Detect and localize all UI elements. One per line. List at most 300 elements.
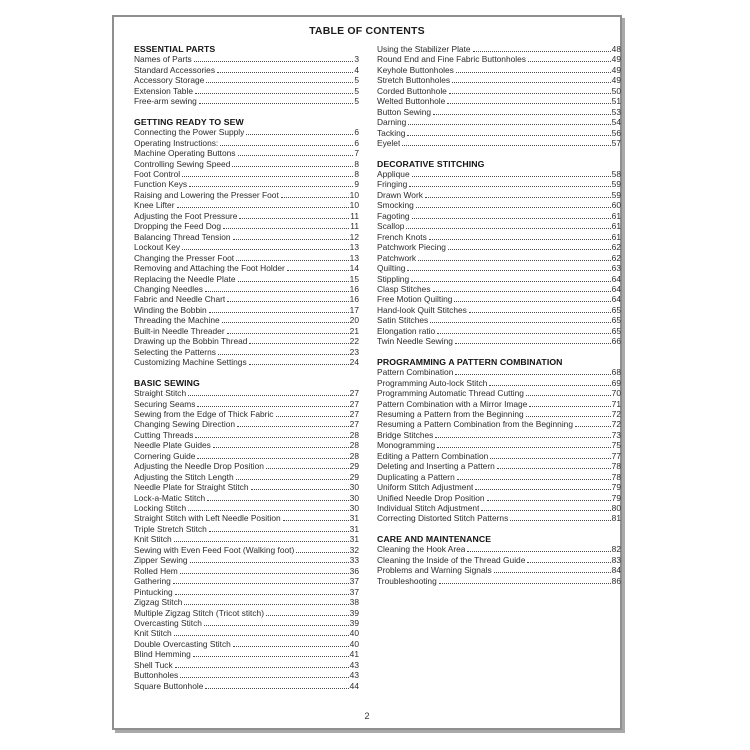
toc-entry xyxy=(377,336,621,346)
toc-entry-page: 63 xyxy=(611,263,621,274)
toc-entry-label: Machine Operating Buttons xyxy=(134,148,236,159)
dotted-leader xyxy=(276,416,349,417)
section-heading: ESSENTIAL PARTS xyxy=(134,44,216,54)
toc-entry xyxy=(377,44,621,54)
toc-entry-label: Individual Stitch Adjustment xyxy=(377,503,480,514)
toc-entry-page: 30 xyxy=(349,482,359,493)
toc-entry-page: 65 xyxy=(611,325,621,336)
toc-entry-page: 75 xyxy=(611,440,621,451)
toc-column-left xyxy=(134,44,359,701)
toc-entry-label: Removing and Attaching the Foot Holder xyxy=(134,263,285,274)
toc-entry-page: 71 xyxy=(611,398,621,409)
toc-entry xyxy=(134,200,359,210)
toc-entry-page: 24 xyxy=(349,357,359,368)
toc-entry xyxy=(134,649,359,659)
toc-entry-page: 56 xyxy=(611,127,621,138)
dotted-leader xyxy=(409,186,610,187)
dotted-leader xyxy=(223,228,349,229)
dotted-leader xyxy=(197,458,348,459)
toc-entry-page: 17 xyxy=(349,304,359,315)
dotted-leader xyxy=(190,562,349,563)
dotted-leader xyxy=(296,552,348,553)
toc-entry xyxy=(377,284,621,294)
toc-entry xyxy=(377,565,621,575)
toc-entry-page: 29 xyxy=(349,461,359,472)
toc-entry xyxy=(377,326,621,336)
toc-entry xyxy=(134,232,359,242)
toc-entry xyxy=(377,200,621,210)
toc-entry xyxy=(134,608,359,618)
toc-section xyxy=(134,117,359,368)
toc-entry xyxy=(377,378,621,388)
dotted-leader xyxy=(222,322,349,323)
toc-entry xyxy=(134,284,359,294)
toc-entry xyxy=(377,190,621,200)
toc-entry-label: Programming Automatic Thread Cutting xyxy=(377,388,524,399)
toc-entry-page: 39 xyxy=(349,618,359,629)
dotted-leader xyxy=(220,145,353,146)
toc-entry-label: Pattern Combination xyxy=(377,367,454,378)
toc-entry-page: 10 xyxy=(349,189,359,200)
toc-entry-label: Bridge Stitches xyxy=(377,429,434,440)
toc-entry-label: Monogramming xyxy=(377,440,436,451)
toc-entry-page: 21 xyxy=(349,325,359,336)
toc-entry-page: 49 xyxy=(611,54,621,65)
toc-entry xyxy=(134,263,359,273)
toc-entry-page: 28 xyxy=(349,440,359,451)
toc-entry xyxy=(377,274,621,284)
section-heading: PROGRAMMING A PATTERN COMBINATION xyxy=(377,356,563,367)
dotted-leader xyxy=(411,281,611,282)
toc-entry-page: 65 xyxy=(611,315,621,326)
toc-entry-label: Standard Accessories xyxy=(134,64,216,75)
dotted-leader xyxy=(188,510,349,511)
toc-entry-label: Foot Control xyxy=(134,168,181,179)
dotted-leader xyxy=(469,312,611,313)
toc-entry-label: Zigzag Stitch xyxy=(134,597,183,608)
toc-entry-label: Changing Needles xyxy=(134,283,203,294)
toc-entry xyxy=(377,75,621,85)
toc-entry-label: Pattern Combination with a Mirror Image xyxy=(377,398,528,409)
toc-entry-label: Drawn Work xyxy=(377,189,423,200)
toc-entry-label: Names of Parts xyxy=(134,54,192,65)
dotted-leader xyxy=(435,437,610,438)
dotted-leader xyxy=(527,562,610,563)
toc-entry-page: 31 xyxy=(349,513,359,524)
dotted-leader xyxy=(455,374,610,375)
toc-section xyxy=(134,44,359,107)
toc-entry xyxy=(377,242,621,252)
dotted-leader xyxy=(249,364,349,365)
dotted-leader xyxy=(195,437,348,438)
toc-entry-page: 81 xyxy=(611,513,621,524)
dotted-leader xyxy=(452,82,611,83)
dotted-leader xyxy=(194,61,354,62)
dotted-leader xyxy=(266,468,349,469)
dotted-leader xyxy=(195,93,353,94)
toc-entry-label: Selecting the Patterns xyxy=(134,346,216,357)
toc-entry-label: Straight Stitch with Left Needle Position xyxy=(134,513,281,524)
dotted-leader xyxy=(487,500,611,501)
toc-entry-page: 29 xyxy=(349,471,359,482)
toc-entry-page: 16 xyxy=(349,283,359,294)
toc-entry-label: Deleting and Inserting a Pattern xyxy=(377,461,495,472)
toc-entry-label: Built-in Needle Threader xyxy=(134,325,225,336)
toc-entry xyxy=(134,221,359,231)
toc-entry-label: Stippling xyxy=(377,273,410,284)
dotted-leader xyxy=(175,594,349,595)
toc-entry-label: Patchwork Piecing xyxy=(377,242,446,253)
dotted-leader xyxy=(425,197,611,198)
toc-entry xyxy=(377,294,621,304)
toc-entry xyxy=(134,472,359,482)
toc-entry-page: 44 xyxy=(349,680,359,691)
toc-entry-label: Tacking xyxy=(377,127,406,138)
toc-entry xyxy=(134,399,359,409)
toc-entry xyxy=(134,326,359,336)
toc-entry-page: 4 xyxy=(354,64,359,75)
section-heading: GETTING READY TO SEW xyxy=(134,116,244,127)
toc-entry xyxy=(134,96,359,106)
dotted-leader xyxy=(188,395,349,396)
dotted-leader xyxy=(430,322,610,323)
toc-entry xyxy=(377,128,621,138)
dotted-leader xyxy=(233,239,349,240)
toc-entry-label: Editing a Pattern Combination xyxy=(377,450,489,461)
dotted-leader xyxy=(205,688,348,689)
dotted-leader xyxy=(197,406,348,407)
toc-entry-page: 14 xyxy=(349,263,359,274)
dotted-leader xyxy=(490,458,610,459)
toc-entry xyxy=(134,639,359,649)
toc-entry-page: 23 xyxy=(349,346,359,357)
dotted-leader xyxy=(238,281,349,282)
toc-entry xyxy=(377,211,621,221)
toc-entry xyxy=(134,148,359,158)
toc-entry-page: 53 xyxy=(611,106,621,117)
toc-entry-label: Buttonholes xyxy=(134,670,179,681)
toc-entry xyxy=(134,169,359,179)
toc-entry-page: 49 xyxy=(611,64,621,75)
dotted-leader xyxy=(437,333,610,334)
dotted-leader xyxy=(455,343,611,344)
toc-entry xyxy=(134,179,359,189)
dotted-leader xyxy=(205,291,349,292)
toc-entry-page: 33 xyxy=(349,555,359,566)
toc-entry-page: 37 xyxy=(349,576,359,587)
toc-entry-page: 20 xyxy=(349,315,359,326)
dotted-leader xyxy=(184,604,348,605)
manual-page xyxy=(112,15,622,730)
dotted-leader xyxy=(209,312,349,313)
dotted-leader xyxy=(454,301,610,302)
toc-entry-page: 40 xyxy=(349,638,359,649)
toc-entry xyxy=(134,566,359,576)
dotted-leader xyxy=(239,218,349,219)
toc-entry-page: 48 xyxy=(611,44,621,54)
dotted-leader xyxy=(189,186,353,187)
toc-entry xyxy=(377,315,621,325)
dotted-leader xyxy=(232,166,353,167)
toc-entry xyxy=(134,555,359,565)
dotted-leader xyxy=(447,103,610,104)
toc-entry-label: Operating Instructions: xyxy=(134,137,219,148)
toc-entry-page: 64 xyxy=(611,273,621,284)
toc-entry-page: 38 xyxy=(349,597,359,608)
toc-entry-label: Drawing up the Bobbin Thread xyxy=(134,336,248,347)
dotted-leader xyxy=(182,176,353,177)
toc-entry xyxy=(377,419,621,429)
toc-entry-page: 72 xyxy=(611,408,621,419)
toc-section xyxy=(377,534,621,586)
toc-entry-label: Pintucking xyxy=(134,586,173,597)
toc-entry xyxy=(134,65,359,75)
toc-entry-page: 83 xyxy=(611,554,621,565)
toc-entry xyxy=(134,54,359,64)
dotted-leader xyxy=(238,155,354,156)
toc-entry xyxy=(134,482,359,492)
dotted-leader xyxy=(209,531,349,532)
dotted-leader xyxy=(199,103,353,104)
toc-entry-label: Changing Sewing Direction xyxy=(134,419,236,430)
toc-entry xyxy=(134,587,359,597)
toc-entry-label: Lockout Key xyxy=(134,242,181,253)
dotted-leader xyxy=(412,218,611,219)
toc-entry-label: Button Sewing xyxy=(377,106,432,117)
toc-entry xyxy=(377,253,621,263)
toc-entry-page: 79 xyxy=(611,482,621,493)
toc-entry xyxy=(134,242,359,252)
toc-entry xyxy=(134,534,359,544)
toc-entry-page: 8 xyxy=(354,158,359,169)
toc-entry xyxy=(134,409,359,419)
toc-entry-label: Fringing xyxy=(377,179,408,190)
toc-entry-label: Applique xyxy=(377,168,410,179)
toc-entry-page: 61 xyxy=(611,231,621,242)
toc-entry-label: Knee Lifter xyxy=(134,200,175,211)
dotted-leader xyxy=(236,479,349,480)
toc-entry-label: Cornering Guide xyxy=(134,450,196,461)
dotted-leader xyxy=(456,72,611,73)
toc-entry xyxy=(377,169,621,179)
toc-entry-label: Accessory Storage xyxy=(134,75,205,86)
toc-entry-label: Winding the Bobbin xyxy=(134,304,207,315)
toc-entry-page: 41 xyxy=(349,649,359,660)
toc-entry xyxy=(134,211,359,221)
dotted-leader xyxy=(457,479,611,480)
toc-entry-label: Correcting Distorted Stitch Patterns xyxy=(377,513,509,524)
dotted-leader xyxy=(206,82,353,83)
toc-entry xyxy=(377,409,621,419)
toc-entry xyxy=(377,576,621,586)
toc-entry-page: 6 xyxy=(354,137,359,148)
toc-entry xyxy=(134,159,359,169)
toc-section xyxy=(377,44,621,149)
toc-entry xyxy=(134,503,359,513)
toc-entry xyxy=(377,232,621,242)
toc-entry-page: 27 xyxy=(349,398,359,409)
toc-entry-page: 69 xyxy=(611,377,621,388)
toc-entry-page: 62 xyxy=(611,252,621,263)
toc-entry-page: 28 xyxy=(349,429,359,440)
toc-entry-label: Extension Table xyxy=(134,85,193,96)
dotted-leader xyxy=(475,489,610,490)
toc-entry xyxy=(134,440,359,450)
dotted-leader xyxy=(180,573,349,574)
toc-entry xyxy=(377,65,621,75)
toc-entry-label: Straight Stitch xyxy=(134,388,187,399)
toc-entry-label: Keyhole Buttonholes xyxy=(377,64,454,75)
toc-entry xyxy=(134,138,359,148)
toc-section xyxy=(377,159,621,347)
toc-entry xyxy=(134,430,359,440)
toc-entry-label: Square Buttonhole xyxy=(134,680,204,691)
toc-entry-page: 15 xyxy=(349,273,359,284)
toc-entry xyxy=(377,440,621,450)
dotted-leader xyxy=(237,426,349,427)
toc-entry xyxy=(134,576,359,586)
toc-entry-label: Function Keys xyxy=(134,179,188,190)
dotted-leader xyxy=(418,260,611,261)
toc-entry-label: Adjusting the Foot Pressure xyxy=(134,210,238,221)
toc-entry-label: Quilting xyxy=(377,263,406,274)
toc-entry-page: 54 xyxy=(611,117,621,128)
toc-entry xyxy=(134,388,359,398)
dotted-leader xyxy=(175,667,349,668)
toc-entry-label: Programming Auto-lock Stitch xyxy=(377,377,488,388)
toc-entry-page: 30 xyxy=(349,503,359,514)
toc-entry-label: Free Motion Quilting xyxy=(377,294,453,305)
toc-entry xyxy=(377,430,621,440)
toc-entry-label: Duplicating a Pattern xyxy=(377,471,455,482)
toc-entry-page: 49 xyxy=(611,75,621,86)
toc-entry xyxy=(377,263,621,273)
toc-entry-page: 78 xyxy=(611,471,621,482)
toc-entry-page: 11 xyxy=(350,221,359,232)
dotted-leader xyxy=(180,677,348,678)
dotted-leader xyxy=(236,260,349,261)
dotted-leader xyxy=(283,520,349,521)
toc-entry-label: Cleaning the Inside of the Thread Guide xyxy=(377,554,526,565)
dotted-leader xyxy=(529,406,610,407)
dotted-leader xyxy=(412,176,611,177)
toc-entry-page: 13 xyxy=(349,252,359,263)
toc-entry-label: Sewing from the Edge of Thick Fabric xyxy=(134,408,274,419)
toc-entry-page: 64 xyxy=(611,283,621,294)
toc-entry-label: Lock-a-Matic Stitch xyxy=(134,492,206,503)
toc-entry-label: Twin Needle Sewing xyxy=(377,336,453,347)
dotted-leader xyxy=(497,468,611,469)
toc-entry-page: 40 xyxy=(349,628,359,639)
toc-entry xyxy=(377,107,621,117)
toc-entry xyxy=(377,461,621,471)
toc-entry-label: Troubleshooting xyxy=(377,575,437,586)
toc-entry-label: Balancing Thread Tension xyxy=(134,231,231,242)
dotted-leader xyxy=(467,551,610,552)
dotted-leader xyxy=(251,489,349,490)
toc-entry xyxy=(134,513,359,523)
toc-entry xyxy=(134,451,359,461)
dotted-leader xyxy=(437,447,610,448)
dotted-leader xyxy=(433,114,611,115)
toc-entry-label: Patchwork xyxy=(377,252,417,263)
toc-entry-page: 5 xyxy=(354,96,359,107)
toc-entry-page: 77 xyxy=(611,450,621,461)
dotted-leader xyxy=(218,354,349,355)
dotted-leader xyxy=(182,249,349,250)
toc-entry-page: 82 xyxy=(611,544,621,555)
toc-entry-page: 61 xyxy=(611,221,621,232)
dotted-leader xyxy=(246,134,353,135)
toc-entry-label: Raising and Lowering the Presser Foot xyxy=(134,189,279,200)
toc-entry-label: Satin Stitches xyxy=(377,315,429,326)
dotted-leader xyxy=(406,228,610,229)
dotted-leader xyxy=(173,583,349,584)
toc-entry-label: Rolled Hem xyxy=(134,565,178,576)
toc-entry-page: 57 xyxy=(611,138,621,149)
dotted-leader xyxy=(429,239,611,240)
toc-entry-page: 22 xyxy=(349,336,359,347)
dotted-leader xyxy=(489,385,610,386)
toc-entry-page: 64 xyxy=(611,294,621,305)
toc-entry-page: 72 xyxy=(611,419,621,430)
toc-entry-page: 43 xyxy=(349,670,359,681)
toc-entry-page: 10 xyxy=(349,200,359,211)
toc-entry xyxy=(134,305,359,315)
toc-entry-page: 5 xyxy=(354,85,359,96)
toc-entry-label: Welted Buttonhole xyxy=(377,96,446,107)
toc-entry-label: Needle Plate for Straight Stitch xyxy=(134,482,249,493)
toc-section xyxy=(134,378,359,692)
toc-entry-label: Clasp Stitches xyxy=(377,283,431,294)
toc-entry-label: Replacing the Needle Plate xyxy=(134,273,236,284)
toc-entry-page: 73 xyxy=(611,429,621,440)
toc-entry xyxy=(377,493,621,503)
toc-entry-label: Darning xyxy=(377,117,407,128)
toc-entry xyxy=(134,86,359,96)
toc-entry xyxy=(377,367,621,377)
toc-entry-page: 78 xyxy=(611,461,621,472)
toc-entry-page: 27 xyxy=(349,408,359,419)
dotted-leader xyxy=(433,291,611,292)
dotted-leader xyxy=(473,51,611,52)
toc-entry-page: 59 xyxy=(611,179,621,190)
toc-entry-page: 12 xyxy=(349,231,359,242)
toc-entry-page: 70 xyxy=(611,388,621,399)
toc-entry-label: Blind Hemming xyxy=(134,649,191,660)
dotted-leader xyxy=(217,72,353,73)
toc-entry-label: Smocking xyxy=(377,200,414,211)
dotted-leader xyxy=(510,520,610,521)
toc-entry-label: Needle Plate Guides xyxy=(134,440,211,451)
toc-entry-page: 68 xyxy=(611,367,621,378)
dotted-leader xyxy=(407,270,610,271)
toc-entry-label: Round End and Fine Fabric Buttonholes xyxy=(377,54,526,65)
toc-entry-page: 61 xyxy=(611,210,621,221)
toc-entry-label: Stretch Buttonholes xyxy=(377,75,451,86)
toc-entry-label: Controlling Sewing Speed xyxy=(134,158,231,169)
toc-entry xyxy=(377,138,621,148)
dotted-leader xyxy=(449,93,611,94)
toc-entry-label: Changing the Presser Foot xyxy=(134,252,235,263)
toc-entry-label: Dropping the Feed Dog xyxy=(134,221,222,232)
toc-entry-label: Unified Needle Drop Position xyxy=(377,492,485,503)
toc-column-right xyxy=(377,44,621,596)
toc-entry xyxy=(377,482,621,492)
toc-entry xyxy=(377,96,621,106)
toc-entry xyxy=(134,628,359,638)
dotted-leader xyxy=(174,541,349,542)
